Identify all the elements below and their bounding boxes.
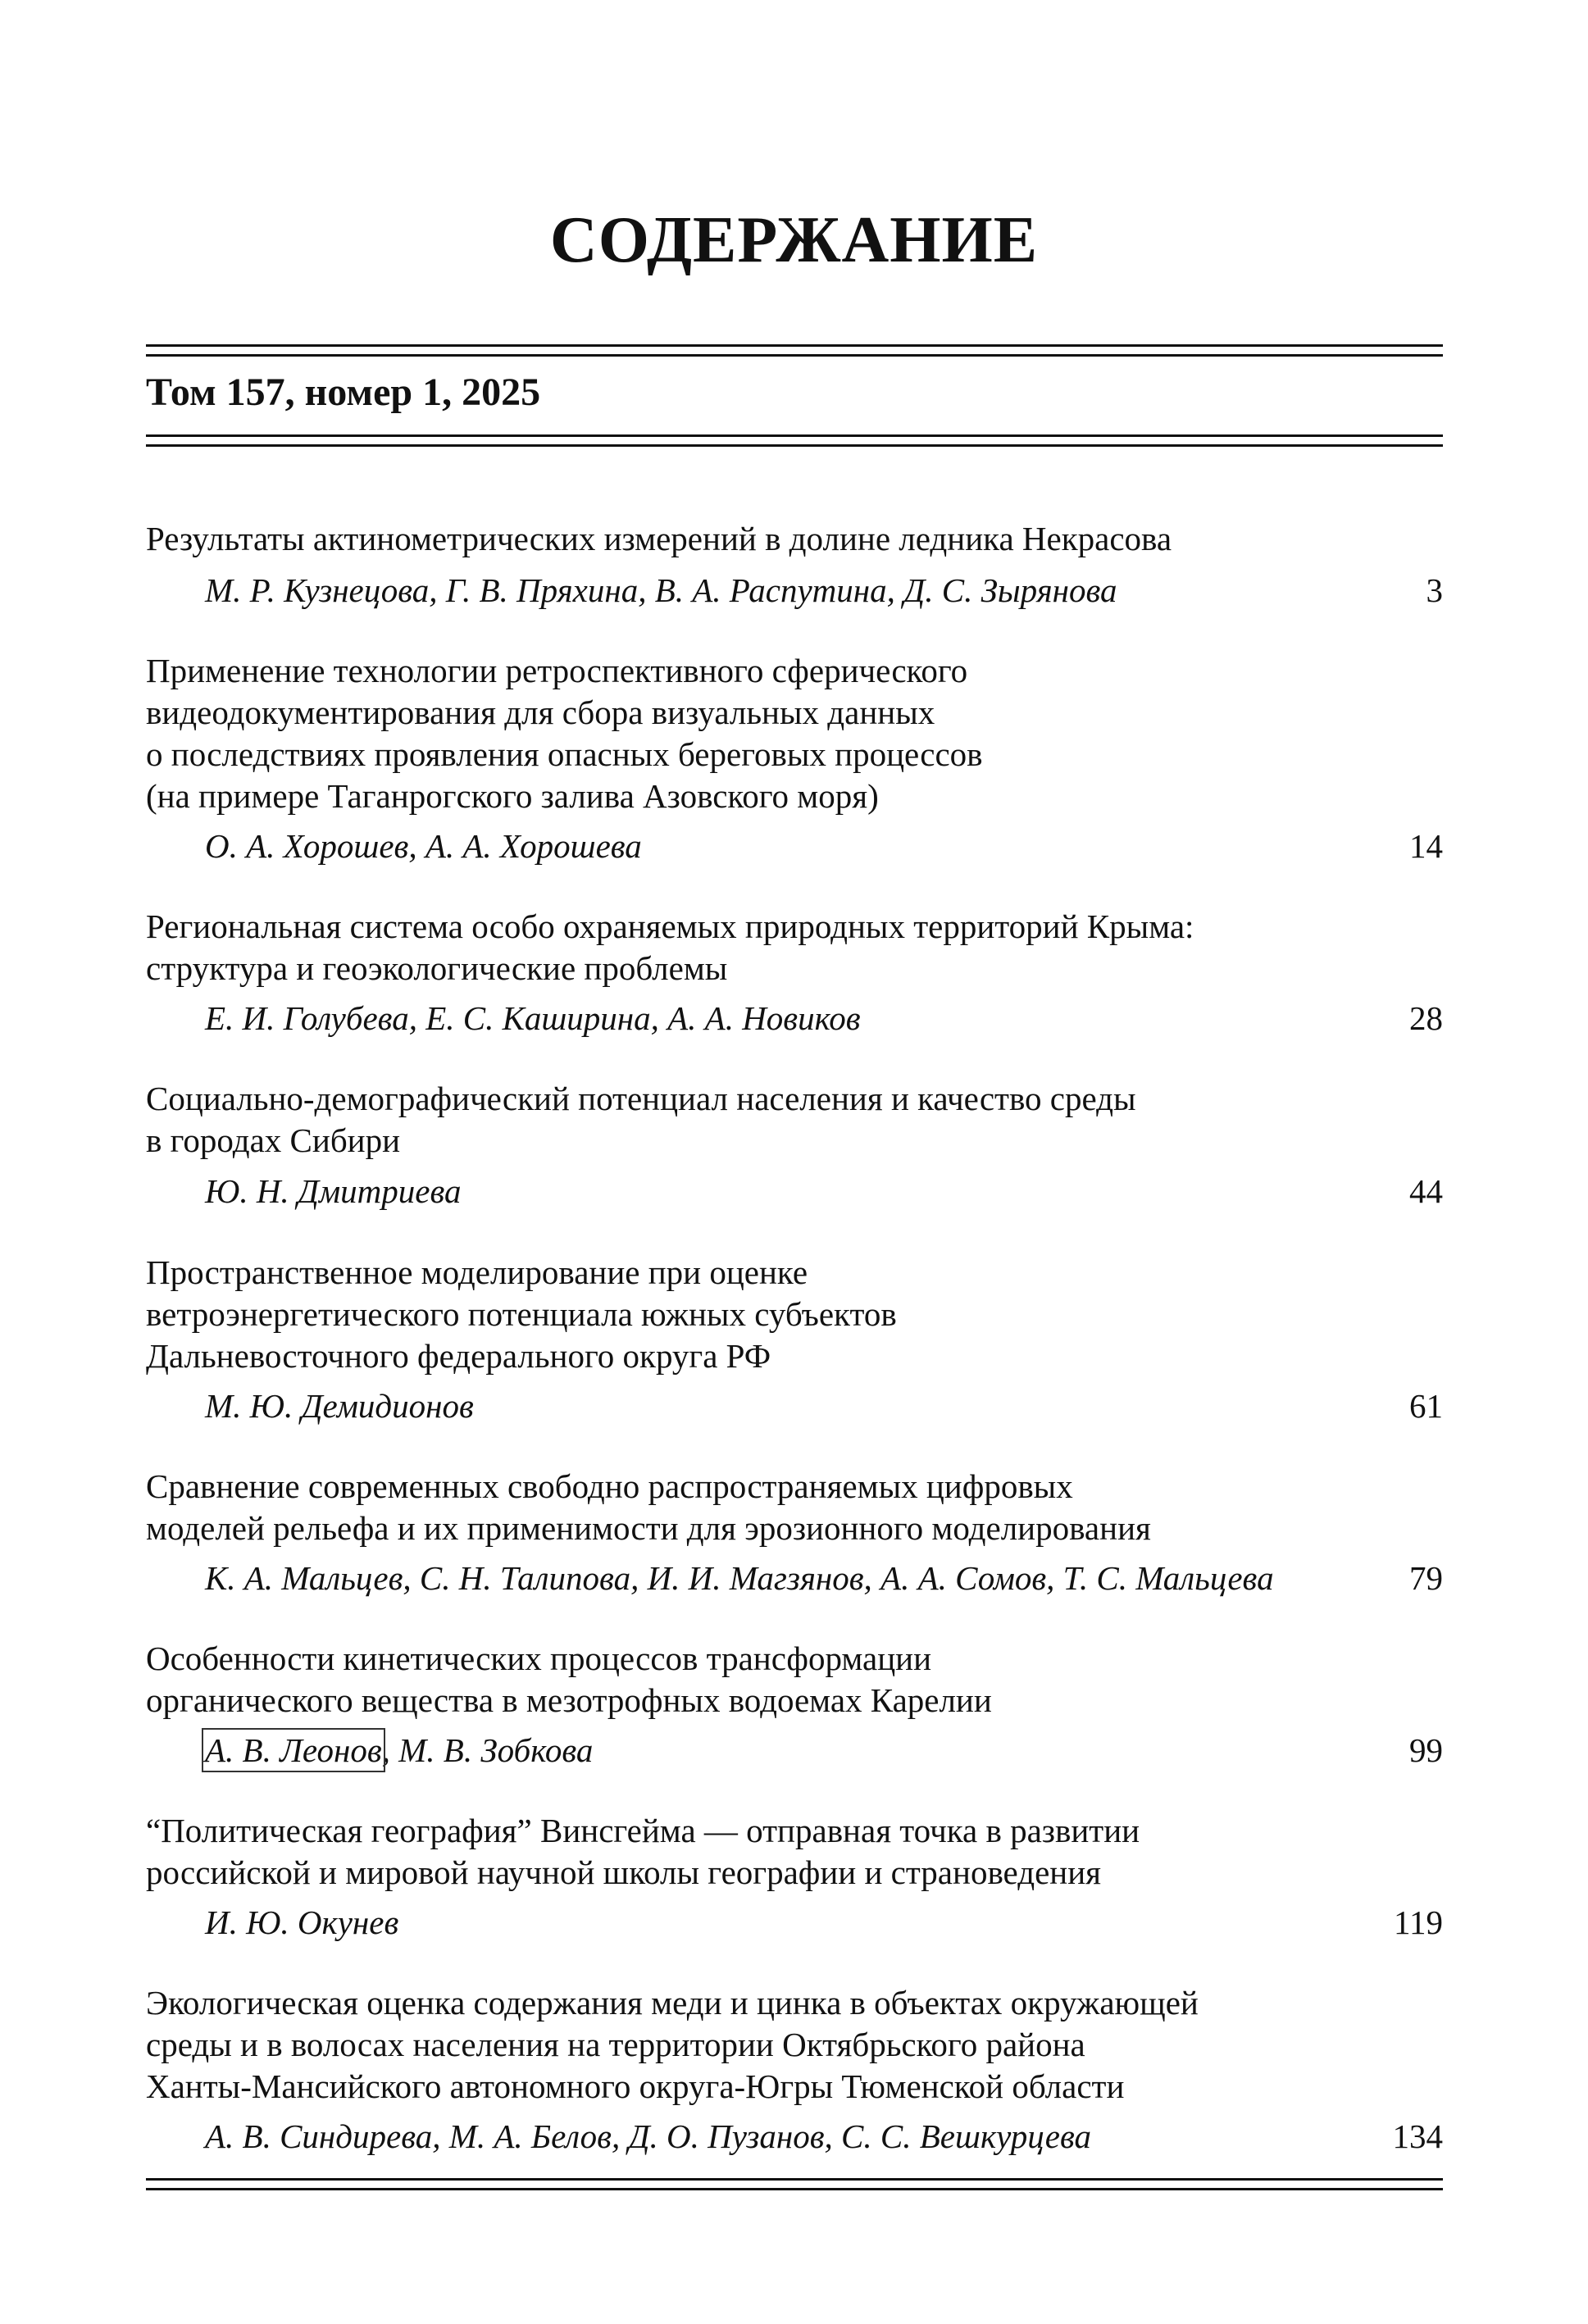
page-number[interactable]: 3 — [1426, 571, 1443, 609]
article-title-line: Социально-демографический потенциал населения и качество среды — [146, 1080, 1136, 1117]
article-authors: О. А. Хорошев, А. А. Хорошева — [205, 827, 642, 865]
article-title-line: Пространственное моделирование при оценке — [146, 1253, 808, 1291]
page-number[interactable]: 61 — [1409, 1387, 1443, 1425]
article-title-line: (на примере Таганрогского залива Азовского моря) — [146, 777, 879, 815]
issue-heading: Том 157, номер 1, 2025 — [146, 371, 541, 414]
article-authors: Е. И. Голубева, Е. С. Каширина, А. А. Новиков — [205, 999, 861, 1037]
article-title-line: о последствиях проявления опасных береговых процессов — [146, 735, 983, 773]
article-title-line: структура и геоэкологические проблемы — [146, 949, 728, 987]
article-authors: А. В. Синдирева, М. А. Белов, Д. О. Пузанов, С. С. Вешкурцева — [205, 2117, 1092, 2155]
article-authors: Ю. Н. Дмитриева — [205, 1172, 462, 1210]
bottom-rule-2 — [146, 2188, 1443, 2190]
page-number[interactable]: 79 — [1409, 1559, 1443, 1597]
article-title-line: Сравнение современных свободно распространяемых цифровых — [146, 1467, 1073, 1505]
article-title[interactable] — [146, 518, 1376, 560]
article-title[interactable] — [146, 1638, 1376, 1721]
article-title[interactable] — [146, 1078, 1376, 1162]
article-title-line: в городах Сибири — [146, 1121, 401, 1159]
article-authors: К. А. Мальцев, С. Н. Талипова, И. И. Магзянов, А. А. Сомов, Т. С. Мальцева — [205, 1559, 1274, 1597]
article-authors-rest: , М. В. Зобкова — [381, 1731, 594, 1769]
article-title[interactable] — [146, 1810, 1376, 1894]
article-title-line: Экологическая оценка содержания меди и цинка в объектах окружающей — [146, 1984, 1199, 2022]
page-number[interactable]: 44 — [1409, 1172, 1443, 1210]
article-authors: И. Ю. Окунев — [205, 1903, 399, 1941]
bottom-rule-1 — [146, 2178, 1443, 2181]
article-title-line: Ханты-Мансийского автономного округа-Югры Тюменской области — [146, 2067, 1125, 2105]
article-title-line: Региональная система особо охраняемых природных территорий Крыма: — [146, 907, 1194, 945]
page-number[interactable]: 99 — [1409, 1731, 1443, 1769]
article-title-line: российской и мировой научной школы географии и страноведения — [146, 1853, 1102, 1891]
page-number[interactable]: 28 — [1409, 999, 1443, 1037]
article-title-line: органического вещества в мезотрофных водоемах Карелии — [146, 1681, 992, 1719]
highlighted-author[interactable]: А. В. Леонов — [205, 1731, 382, 1769]
page-number[interactable]: 14 — [1409, 827, 1443, 865]
article-title-line: ветроэнергетического потенциала южных субъектов — [146, 1295, 897, 1333]
article-title-line: среды и в волосах населения на территории Октябрьского района — [146, 2026, 1085, 2063]
article-title-line: видеодокументирования для сбора визуальных данных — [146, 694, 935, 731]
article-title-line: “Политическая география” Винсгейма — отправная точка в развитии — [146, 1812, 1140, 1849]
article-title-line: моделей рельефа и их применимости для эрозионного моделирования — [146, 1509, 1151, 1547]
article-title[interactable] — [146, 650, 1376, 817]
page-title: СОДЕРЖАНИЕ — [549, 204, 1039, 276]
page-number[interactable]: 134 — [1392, 2117, 1443, 2155]
article-title-line: Применение технологии ретроспективного сферического — [146, 652, 968, 689]
article-title-line: Дальневосточного федерального округа РФ — [146, 1337, 771, 1375]
article-authors: М. Р. Кузнецова, Г. В. Пряхина, В. А. Распутина, Д. С. Зырянова — [205, 571, 1117, 609]
article-title-line: Особенности кинетических процессов трансформации — [146, 1640, 932, 1677]
article-authors: М. Ю. Демидионов — [205, 1387, 474, 1425]
page-number[interactable]: 119 — [1394, 1903, 1443, 1941]
article-title[interactable] — [146, 906, 1376, 989]
article-title[interactable] — [146, 1252, 1376, 1377]
article-authors — [205, 1730, 593, 1771]
article-title[interactable] — [146, 1466, 1376, 1549]
article-title-line: Результаты актинометрических измерений в долине ледника Некрасова — [146, 520, 1172, 557]
table-of-contents — [146, 0, 1443, 2324]
article-title[interactable] — [146, 1982, 1376, 2108]
